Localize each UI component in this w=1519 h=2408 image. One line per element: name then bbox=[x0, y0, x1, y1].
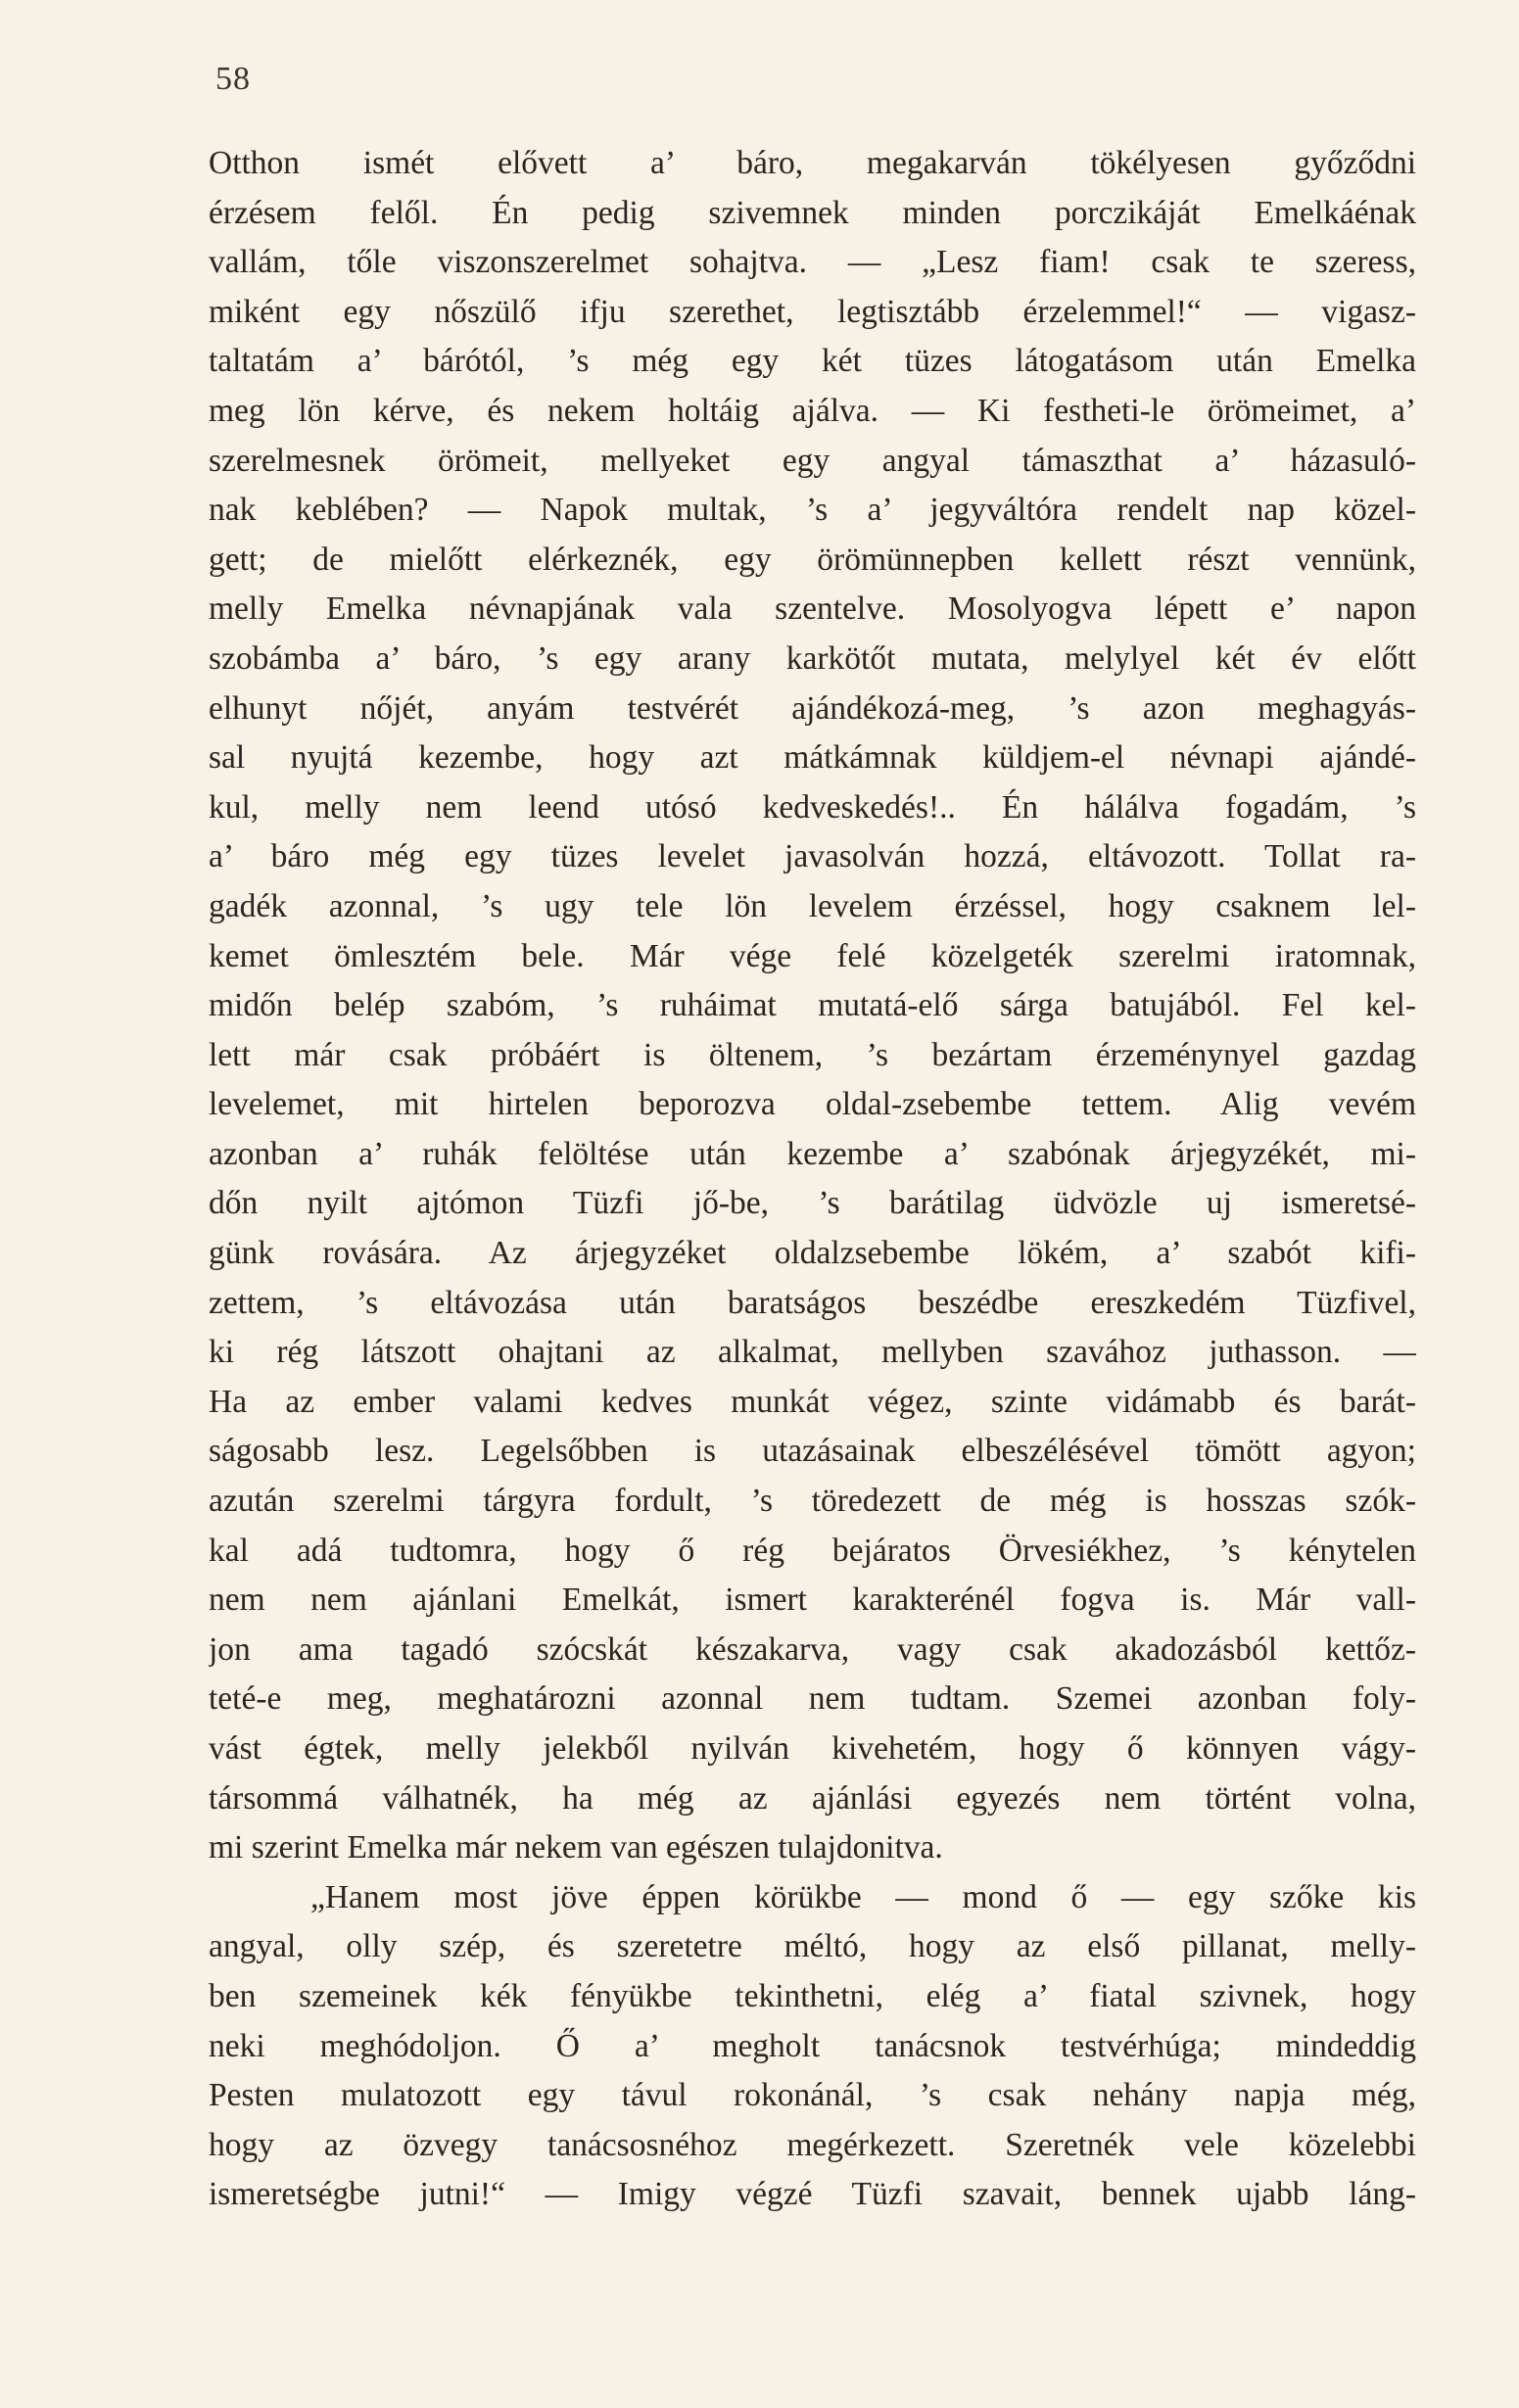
text-line: szerelmesnek örömeit, mellyeket egy angyal támaszthat a’ házasuló- bbox=[209, 442, 1416, 479]
text-line: ismeretségbe jutni!“ — Imigy végzé Tüzfi szavait, bennek ujabb láng- bbox=[209, 2176, 1416, 2213]
text-line: lett már csak próbáért is öltenem, ’s bezártam érzeménynyel gazdag bbox=[209, 1036, 1416, 1073]
text-line: midőn belép szabóm, ’s ruháimat mutatá-elő sárga batujából. Fel kel- bbox=[209, 987, 1416, 1024]
text-line: zettem, ’s eltávozása után baratságos beszédbe ereszkedém Tüzfivel, bbox=[209, 1284, 1416, 1321]
text-line: kemet ömlesztém bele. Már vége felé közelgeték szerelmi iratomnak, bbox=[209, 937, 1416, 974]
body-text bbox=[209, 139, 1416, 2220]
text-line: szobámba a’ báro, ’s egy arany karkötőt mutata, melylyel két év előtt bbox=[209, 639, 1416, 677]
text-line: vallám, tőle viszonszerelmet sohajtva. — „Lesz fiam! csak te szeress, bbox=[209, 244, 1416, 281]
text-line: miként egy nőszülő ifju szerethet, legtisztább érzelemmel!“ — vigasz- bbox=[209, 293, 1416, 330]
text-line: taltatám a’ bárótól, ’s még egy két tüzes látogatásom után Emelka bbox=[209, 343, 1416, 380]
text-line: ben szemeinek kék fényükbe tekinthetni, elég a’ fiatal szivnek, hogy bbox=[209, 1977, 1416, 2014]
text-line: érzésem felől. Én pedig szivemnek minden porczikáját Emelkáénak bbox=[209, 194, 1416, 231]
text-line: vást égtek, melly jelekből nyilván kivehetém, hogy ő könnyen vágy- bbox=[209, 1730, 1416, 1767]
text-line: azután szerelmi tárgyra fordult, ’s töredezett de még is hosszas szók- bbox=[209, 1483, 1416, 1520]
text-line: ságosabb lesz. Legelsőbben is utazásainak elbeszélésével tömött agyon; bbox=[209, 1433, 1416, 1470]
text-line: dőn nyilt ajtómon Tüzfi jő-be, ’s barátilag üdvözle uj ismeretsé- bbox=[209, 1185, 1416, 1222]
text-line: elhunyt nőjét, anyám testvérét ajándékozá-meg, ’s azon meghagyás- bbox=[209, 689, 1416, 727]
text-line: angyal, olly szép, és szeretetre méltó, hogy az első pillanat, melly- bbox=[209, 1928, 1416, 1965]
text-line: hogy az özvegy tanácsosnéhoz megérkezett. Szeretnék vele közelebbi bbox=[209, 2126, 1416, 2163]
text-line: gadék azonnal, ’s ugy tele lön levelem érzéssel, hogy csaknem lel- bbox=[209, 887, 1416, 924]
text-line: sal nyujtá kezembe, hogy azt mátkámnak küldjem-el névnapi ajándé- bbox=[209, 739, 1416, 777]
text-line: ki rég látszott ohajtani az alkalmat, mellyben szavához juthasson. — bbox=[209, 1334, 1416, 1371]
text-line: kal adá tudtomra, hogy ő rég bejáratos Örvesiékhez, ’s kénytelen bbox=[209, 1532, 1416, 1569]
text-line: günk rovására. Az árjegyzéket oldalzsebembe lökém, a’ szabót kifi- bbox=[209, 1235, 1416, 1272]
page-number: 58 bbox=[215, 61, 251, 97]
text-line: jon ama tagadó szócskát készakarva, vagy csak akadozásból kettőz- bbox=[209, 1630, 1416, 1668]
text-line: kul, melly nem leend utósó kedveskedés!.. Én hálálva fogadám, ’s bbox=[209, 788, 1416, 826]
text-line: levelemet, mit hirtelen beporozva oldal-zsebembe tettem. Alig vevém bbox=[209, 1086, 1416, 1123]
text-line: nem nem ajánlani Emelkát, ismert karakterénél fogva is. Már vall- bbox=[209, 1582, 1416, 1619]
text-line: Pesten mulatozott egy távul rokonánál, ’s csak nehány napja még, bbox=[209, 2077, 1416, 2114]
text-line: meg lön kérve, és nekem holtáig ajálva. — Ki festheti-le örömeimet, a’ bbox=[209, 392, 1416, 429]
text-line: a’ báro még egy tüzes levelet javasolván hozzá, eltávozott. Tollat ra- bbox=[209, 838, 1416, 875]
paragraph-end-line: mi szerint Emelka már nekem van egészen tulajdonitva. bbox=[209, 1829, 943, 1866]
text-line: azonban a’ ruhák felöltése után kezembe a’ szabónak árjegyzékét, mi- bbox=[209, 1135, 1416, 1172]
text-line: teté-e meg, meghatározni azonnal nem tudtam. Szemei azonban foly- bbox=[209, 1680, 1416, 1718]
text-line: neki meghódoljon. Ő a’ megholt tanácsnok testvérhúga; mindeddig bbox=[209, 2027, 1416, 2064]
text-line: melly Emelka névnapjának vala szentelve. Mosolyogva lépett e’ napon bbox=[209, 590, 1416, 628]
text-line: Ha az ember valami kedves munkát végez, szinte vidámabb és barát- bbox=[209, 1383, 1416, 1420]
text-line: társommá válhatnék, ha még az ajánlási egyezés nem történt volna, bbox=[209, 1779, 1416, 1817]
text-line: nak keblében? — Napok multak, ’s a’ jegyváltóra rendelt nap közel- bbox=[209, 492, 1416, 529]
text-line: Otthon ismét elővett a’ báro, megakarván tökélyesen győződni bbox=[209, 145, 1416, 181]
paragraph-start-line: „Hanem most jöve éppen körükbe — mond ő — egy szőke kis bbox=[310, 1878, 1416, 1915]
text-line: gett; de mielőtt elérkeznék, egy örömünnepben kellett részt vennünk, bbox=[209, 541, 1416, 578]
